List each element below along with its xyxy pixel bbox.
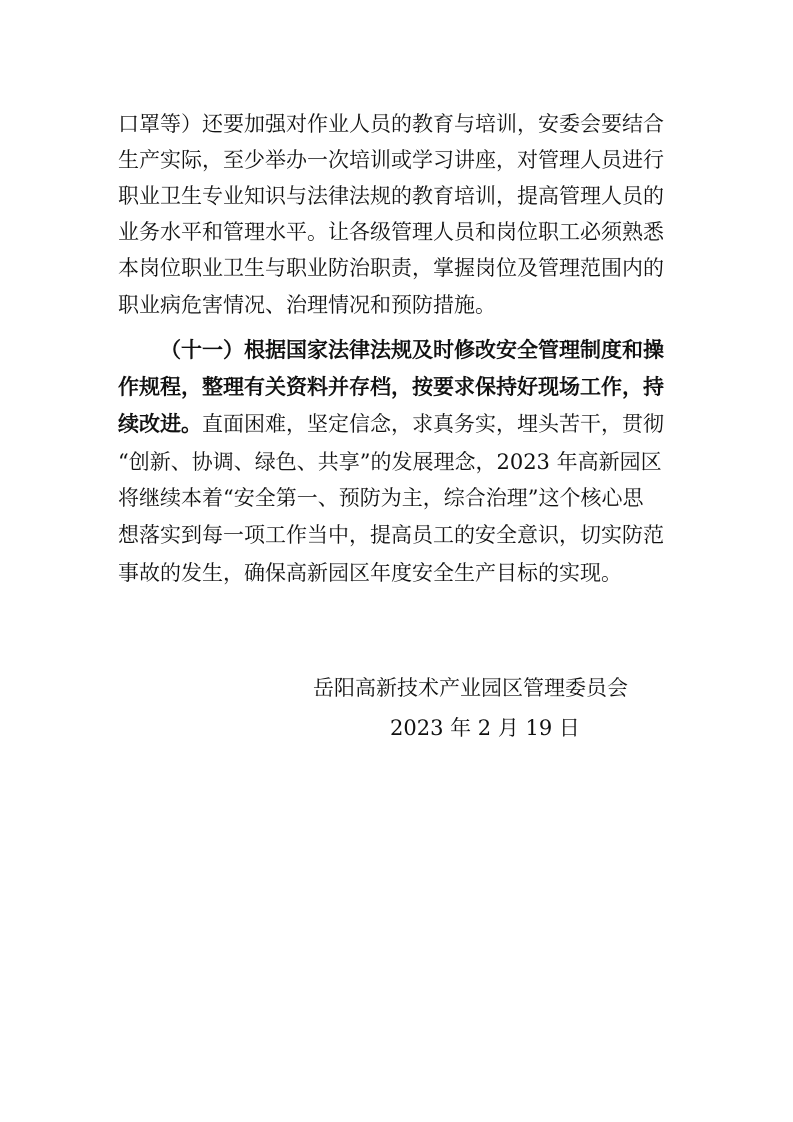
section-line-7: 事故的发生，确保高新园区年度安全生产目标的实现。 [118,561,622,585]
section-line-4: “创新、协调、绿色、共享”的发展理念，2023 年高新园区 [118,450,662,474]
body-line-6: 职业病危害情况、治理情况和预防措施。 [118,293,496,317]
body-line-2: 生产实际，至少举办一次培训或学习讲座，对管理人员进行 [118,148,664,172]
section-line-3 [118,404,688,444]
section-title-line-1: （十一）根据国家法律法规及时修改安全管理制度和操 [160,338,664,362]
section-title-line-2: 作规程，整理有关资料并存档，按要求保持好现场工作，持 [118,375,664,399]
body-line-5: 本岗位职业卫生与职业防治职责，掌握岗位及管理范围内的 [118,256,664,280]
section-title-line-3-bold: 续改进。 [118,412,202,436]
body-line-3: 职业卫生专业知识与法律法规的教育培训，提高管理人员的 [118,184,664,208]
signature-date: 2023 年 2 月 19 日 [390,716,580,740]
section-line-3-rest: 直面困难，坚定信念，求真务实，埋头苦干，贯彻 [202,412,664,436]
body-line-1: 口罩等）还要加强对作业人员的教育与培训，安委会要结合 [118,112,664,136]
section-line-5: 将继续本着“安全第一、预防为主，综合治理”这个核心思 [118,486,644,510]
section-line-6: 想落实到每一项工作当中，提高员工的安全意识，切实防范 [118,523,664,547]
body-line-4: 业务水平和管理水平。让各级管理人员和岗位职工必须熟悉 [118,220,664,244]
signature-organization: 岳阳高新技术产业园区管理委员会 [313,676,628,700]
